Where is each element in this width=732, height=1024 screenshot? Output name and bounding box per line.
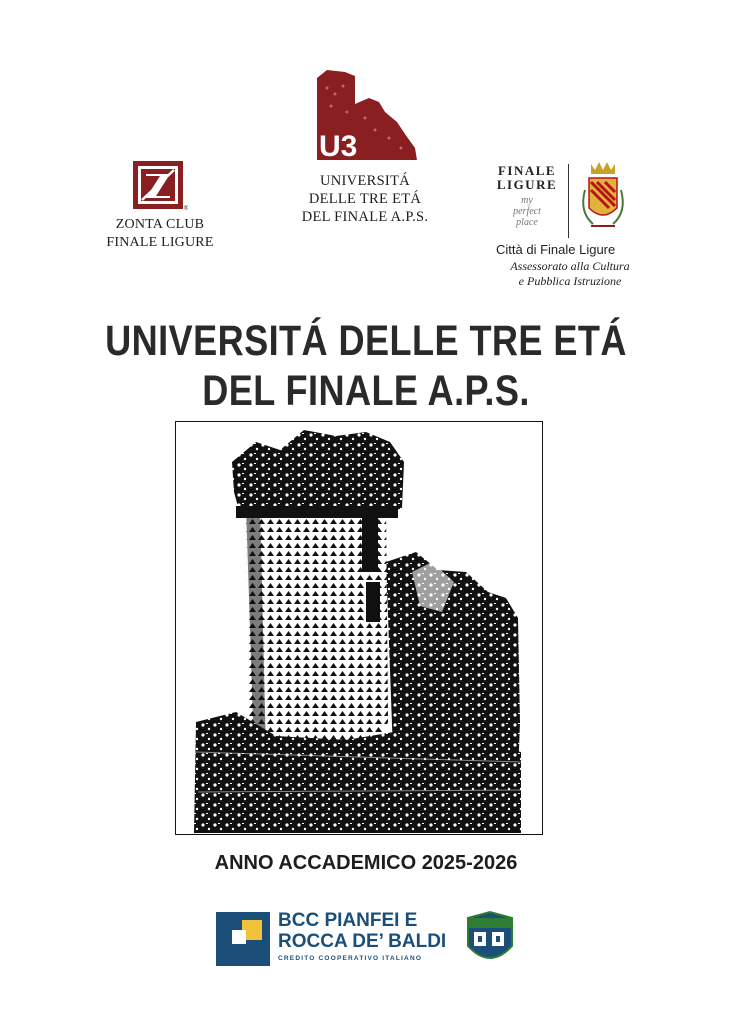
bcc-sponsor-logo: [216, 910, 526, 970]
bcc-square-icon: [216, 912, 270, 966]
zonta-line1: ZONTA CLUB: [115, 217, 205, 232]
page-title: [0, 316, 732, 416]
title-line1: UNIVERSITÁ DELLE TRE ETÁ: [105, 317, 627, 365]
castle-tower-icon: [176, 422, 541, 833]
zonta-club-logo: [100, 160, 220, 252]
city-name: Città di Finale Ligure: [496, 242, 616, 257]
title-line2: DEL FINALE A.P.S.: [202, 367, 530, 415]
badge-icon: [462, 910, 518, 968]
script-perfect: perfect: [513, 206, 541, 217]
zonta-line2: FINALE LIGURE: [106, 235, 214, 250]
assessorato-line2: e Pubblica Istruzione: [518, 274, 622, 288]
logo-divider: [568, 164, 569, 238]
coat-of-arms-icon: [577, 160, 629, 236]
castle-illustration: [175, 421, 543, 835]
bank-tagline: CREDITO COOPERATIVO ITALIANO: [278, 955, 423, 962]
bank-name-line2: ROCCA DE’ BALDI: [278, 931, 447, 952]
u3-logo: [280, 68, 450, 226]
zonta-emblem-icon: [132, 160, 188, 212]
bank-name-line1: BCC PIANFEI E: [278, 910, 418, 931]
u3-mark: U3: [319, 130, 358, 160]
u3-line1: UNIVERSITÁ: [320, 173, 410, 189]
svg-text:®: ®: [184, 206, 188, 212]
assessorato-line1: Assessorato alla Cultura: [510, 259, 630, 273]
finale-ligure-logo: [490, 160, 650, 289]
script-place: place: [516, 217, 538, 228]
u3-line3: DEL FINALE A.P.S.: [301, 209, 429, 225]
u3-tower-icon: [305, 68, 425, 160]
ligure-word: LIGURE: [496, 177, 558, 192]
u3-line2: DELLE TRE ETÁ: [308, 191, 422, 207]
academic-year: ANNO ACCADEMICO 2025-2026: [214, 852, 518, 874]
script-my: my: [521, 195, 533, 206]
finale-word: FINALE: [497, 163, 557, 178]
